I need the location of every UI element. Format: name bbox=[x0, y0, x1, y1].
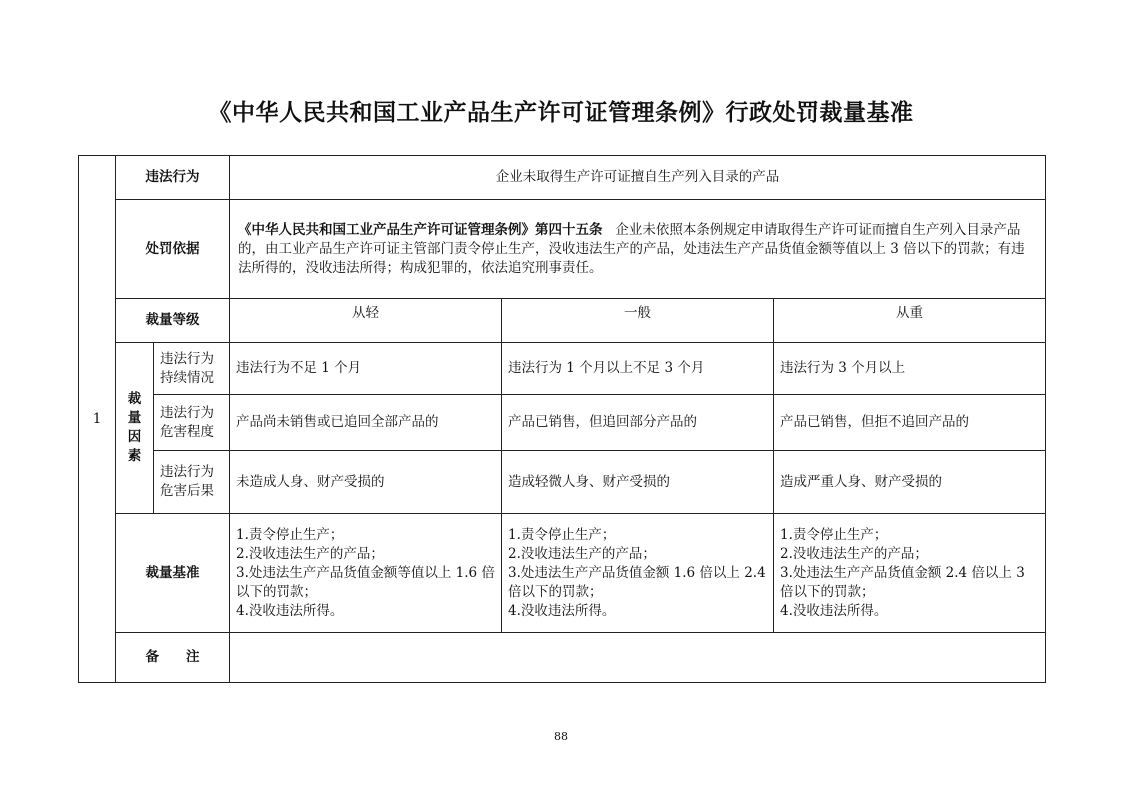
remarks-label: 备 注 bbox=[116, 633, 230, 683]
factor-severity-normal: 产品已销售，但追回部分产品的 bbox=[502, 395, 774, 451]
violation-label: 违法行为 bbox=[116, 156, 230, 200]
level-normal: 一般 bbox=[502, 299, 774, 343]
page-number: 88 bbox=[554, 730, 568, 743]
basis-content bbox=[230, 200, 1046, 299]
factor-label-consequence: 违法行为 危害后果 bbox=[154, 451, 230, 514]
basis-label: 处罚依据 bbox=[116, 200, 230, 299]
violation-row bbox=[79, 156, 1046, 200]
basis-text: 企业未依照本条例规定申请取得生产许可证而擅自生产列入目录产品的，由工业产品生产许可证主管部门责令停止生产，没收违法生产的产品，处违法生产产品货值金额等值以上 3 倍以下的罚款；有违法所得的，没收违法所得；构成犯罪的，依法追究刑事责任。 bbox=[238, 221, 1025, 276]
basis-law-title: 《中华人民共和国工业产品生产许可证管理条例》第四十五条 bbox=[238, 221, 603, 238]
level-light: 从轻 bbox=[230, 299, 502, 343]
standard-row bbox=[79, 514, 1046, 633]
factor-duration-normal: 违法行为 1 个月以上不足 3 个月 bbox=[502, 343, 774, 395]
row-number: 1 bbox=[79, 156, 116, 683]
factor-label-duration: 违法行为 持续情况 bbox=[154, 343, 230, 395]
standard-light: 1.责令停止生产； 2.没收违法生产的产品； 3.处违法生产产品货值金额等值以上 1.6 倍以下的罚款； 4.没收违法所得。 bbox=[230, 514, 502, 633]
factor-row bbox=[79, 343, 1046, 395]
levels-row bbox=[79, 299, 1046, 343]
basis-row bbox=[79, 200, 1046, 299]
level-heavy: 从重 bbox=[774, 299, 1046, 343]
standard-normal: 1.责令停止生产； 2.没收违法生产的产品； 3.处违法生产产品货值金额 1.6 倍以上 2.4 倍以下的罚款； 4.没收违法所得。 bbox=[502, 514, 774, 633]
factor-consequence-heavy: 造成严重人身、财产受损的 bbox=[774, 451, 1046, 514]
standard-heavy: 1.责令停止生产； 2.没收违法生产的产品； 3.处违法生产产品货值金额 2.4 倍以上 3 倍以下的罚款； 4.没收违法所得。 bbox=[774, 514, 1046, 633]
standard-label: 裁量基准 bbox=[116, 514, 230, 633]
violation-value: 企业未取得生产许可证擅自生产列入目录的产品 bbox=[230, 156, 1046, 200]
factor-label-severity: 违法行为 危害程度 bbox=[154, 395, 230, 451]
factor-duration-heavy: 违法行为 3 个月以上 bbox=[774, 343, 1046, 395]
factor-severity-heavy: 产品已销售，但拒不追回产品的 bbox=[774, 395, 1046, 451]
factors-label: 裁 量 因 素 bbox=[116, 343, 154, 514]
factor-consequence-light: 未造成人身、财产受损的 bbox=[230, 451, 502, 514]
factor-consequence-normal: 造成轻微人身、财产受损的 bbox=[502, 451, 774, 514]
factor-duration-light: 违法行为不足 1 个月 bbox=[230, 343, 502, 395]
penalty-discretion-table bbox=[78, 155, 1046, 683]
factor-row bbox=[79, 395, 1046, 451]
factor-severity-light: 产品尚未销售或已追回全部产品的 bbox=[230, 395, 502, 451]
factor-row bbox=[79, 451, 1046, 514]
remarks-row bbox=[79, 633, 1046, 683]
levels-label: 裁量等级 bbox=[116, 299, 230, 343]
remarks-value bbox=[230, 633, 1046, 683]
document-title: 《中华人民共和国工业产品生产许可证管理条例》行政处罚裁量基准 bbox=[208, 100, 914, 126]
